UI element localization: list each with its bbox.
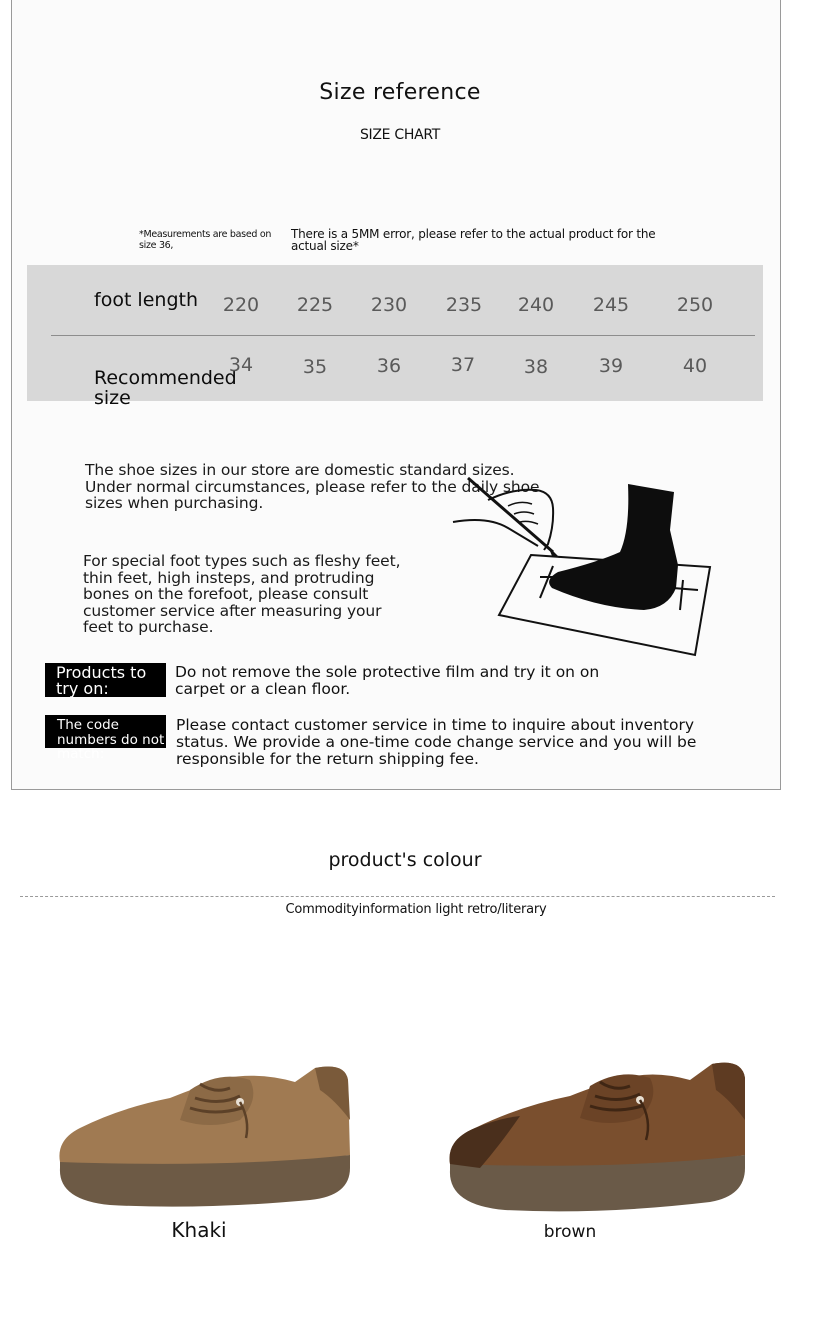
try-on-text: Do not remove the sole protective film and try it on on carpet or a clean floor. <box>175 663 600 698</box>
foot-length-cell: 230 <box>370 294 408 316</box>
product-colour-title: product's colour <box>328 849 482 871</box>
foot-length-label: foot length <box>94 289 198 311</box>
recommended-size-label: Recommended size <box>94 367 237 409</box>
recommended-size-cell: 39 <box>598 355 624 377</box>
measurement-note: *Measurements are based on size 36, <box>139 229 272 251</box>
foot-length-cell: 250 <box>676 294 714 316</box>
recommended-size-cell: 36 <box>376 355 402 377</box>
commodity-info-subtitle: Commodityinformation light retro/literary <box>285 902 547 917</box>
khaki-colour-name: Khaki <box>171 1218 227 1242</box>
error-note: There is a 5MM error, please refer to the actual product for the actual size* <box>291 227 656 253</box>
table-divider <box>51 335 755 336</box>
foot-length-cell: 220 <box>222 294 260 316</box>
khaki-shoe-image[interactable] <box>50 1050 360 1210</box>
foot-length-cell: 225 <box>296 294 334 316</box>
recommended-size-cell: 38 <box>523 356 549 378</box>
brown-shoe-image[interactable] <box>440 1050 755 1215</box>
recommended-size-cell: 37 <box>450 354 476 376</box>
code-mismatch-tag: The code numbers do not match: <box>45 715 166 748</box>
foot-measuring-illustration-icon <box>448 470 728 665</box>
foot-length-cell: 245 <box>592 294 630 316</box>
foot-length-cell: 240 <box>517 294 555 316</box>
size-reference-title: Size reference <box>319 80 481 105</box>
recommended-size-cell: 35 <box>302 356 328 378</box>
try-on-tag: Products to try on: <box>45 663 166 697</box>
recommended-size-cell: 34 <box>228 354 254 376</box>
size-chart-subtitle: SIZE CHART <box>359 127 441 143</box>
brown-colour-name: brown <box>543 1222 597 1242</box>
foot-length-cell: 235 <box>445 294 483 316</box>
size-standard-paragraph: The shoe sizes in our store are domestic standard sizes. Under normal circumstances, please refer to the daily shoe sizes when purchasing. <box>85 461 540 512</box>
colour-divider <box>20 896 775 897</box>
recommended-size-cell: 40 <box>682 355 708 377</box>
code-mismatch-text: Please contact customer service in time to inquire about inventory status. We provide a one-time code change service and you will be responsible for the return shipping fee. <box>176 716 697 768</box>
special-foot-paragraph: For special foot types such as fleshy feet, thin feet, high insteps, and protruding bones on the forefoot, please consult customer service after measuring your feet to purchase. <box>83 552 401 636</box>
